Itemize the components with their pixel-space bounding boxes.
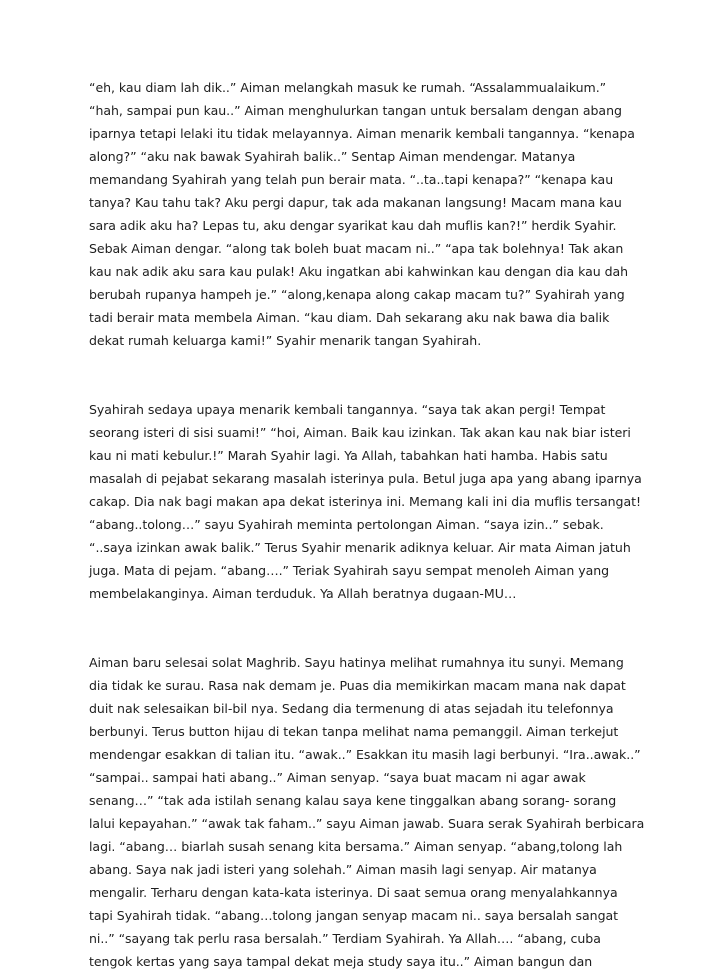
paragraph-spacer <box>89 605 674 651</box>
text-line: membelakanginya. Aiman terduduk. Ya Allah beratnya dugaan-MU… <box>89 586 517 601</box>
text-line: juga. Mata di pejam. “abang….” Teriak Syahirah sayu sempat menoleh Aiman yang <box>89 563 610 578</box>
text-line: tengok kertas yang saya tampal dekat meja study saya itu..” Aiman bangun dan <box>89 954 593 969</box>
text-line: along?” “aku nak bawak Syahirah balik..” Sentap Aiman mendengar. Matanya <box>89 149 576 164</box>
text-line: tadi berair mata membela Aiman. “kau diam. Dah sekarang aku nak bawa dia balik <box>89 310 610 325</box>
text-line: “eh, kau diam lah dik..” Aiman melangkah masuk ke rumah. “Assalammualaikum.” <box>89 80 607 95</box>
text-line: sara adik aku ha? Lepas tu, aku dengar syarikat kau dah muflis kan?!” herdik Syahir. <box>89 218 617 233</box>
paragraph-spacer <box>89 352 674 398</box>
text-line: tanya? Kau tahu tak? Aku pergi dapur, tak ada makanan langsung! Macam mana kau <box>89 195 622 210</box>
text-line: dekat rumah keluarga kami!” Syahir menarik tangan Syahirah. <box>89 333 482 348</box>
text-line: kau ni mati kebulur.!” Marah Syahir lagi. Ya Allah, tabahkan hati hamba. Habis satu <box>89 448 608 463</box>
text-line: Syahirah sedaya upaya menarik kembali tangannya. “saya tak akan pergi! Tempat <box>89 402 606 417</box>
text-line: mengalir. Terharu dengan kata-kata isterinya. Di saat semua orang menyalahkannya <box>89 885 618 900</box>
paragraph-2 <box>89 398 674 605</box>
text-line: berubah rupanya hampeh je.” “along,kenapa along cakap macam tu?” Syahirah yang <box>89 287 625 302</box>
text-line: dia tidak ke surau. Rasa nak demam je. Puas dia memikirkan macam mana nak dapat <box>89 678 626 693</box>
text-line: senang…” “tak ada istilah senang kalau saya kene tinggalkan abang sorang- sorang <box>89 793 617 808</box>
text-line: iparnya tetapi lelaki itu tidak melayannya. Aiman menarik kembali tangannya. “kenapa <box>89 126 635 141</box>
text-line: “hah, sampai pun kau..” Aiman menghulurkan tangan untuk bersalam dengan abang <box>89 103 622 118</box>
text-line: abang. Saya nak jadi isteri yang solehah.” Aiman masih lagi senyap. Air matanya <box>89 862 597 877</box>
text-line: cakap. Dia nak bagi makan apa dekat isterinya ini. Memang kali ini dia muflis tersangat! <box>89 494 641 509</box>
document-page <box>89 76 674 973</box>
text-line: Sebak Aiman dengar. “along tak boleh buat macam ni..” “apa tak bolehnya! Tak akan <box>89 241 624 256</box>
paragraph-3 <box>89 651 674 973</box>
text-line: lagi. “abang… biarlah susah senang kita bersama.” Aiman senyap. “abang,tolong lah <box>89 839 623 854</box>
text-line: “..saya izinkan awak balik.” Terus Syahir menarik adiknya keluar. Air mata Aiman jatuh <box>89 540 631 555</box>
text-line: lalui kepayahan.” “awak tak faham..” sayu Aiman jawab. Suara serak Syahirah berbicara <box>89 816 645 831</box>
text-line: “sampai.. sampai hati abang..” Aiman senyap. “saya buat macam ni agar awak <box>89 770 586 785</box>
text-line: “abang..tolong…” sayu Syahirah meminta pertolongan Aiman. “saya izin..” sebak. <box>89 517 604 532</box>
text-line: masalah di pejabat sekarang masalah isterinya pula. Betul juga apa yang abang iparnya <box>89 471 642 486</box>
text-line: seorang isteri di sisi suami!” “hoi, Aiman. Baik kau izinkan. Tak akan kau nak biar isteri <box>89 425 631 440</box>
text-line: berbunyi. Terus button hijau di tekan tanpa melihat nama pemanggil. Aiman terkejut <box>89 724 619 739</box>
text-line: ni..” “sayang tak perlu rasa bersalah.” Terdiam Syahirah. Ya Allah…. “abang, cuba <box>89 931 601 946</box>
text-line: memandang Syahirah yang telah pun berair mata. “..ta..tapi kenapa?” “kenapa kau <box>89 172 614 187</box>
text-line: tapi Syahirah tidak. “abang…tolong jangan senyap macam ni.. saya bersalah sangat <box>89 908 618 923</box>
text-line: duit nak selesaikan bil-bil nya. Sedang dia termenung di atas sejadah itu telefonnya <box>89 701 614 716</box>
text-line: Aiman baru selesai solat Maghrib. Sayu hatinya melihat rumahnya itu sunyi. Memang <box>89 655 624 670</box>
text-line: mendengar esakkan di talian itu. “awak..” Esakkan itu masih lagi berbunyi. “Ira..awak..” <box>89 747 641 762</box>
text-line: kau nak adik aku sara kau pulak! Aku ingatkan abi kahwinkan kau dengan dia kau dah <box>89 264 629 279</box>
paragraph-1 <box>89 76 674 352</box>
